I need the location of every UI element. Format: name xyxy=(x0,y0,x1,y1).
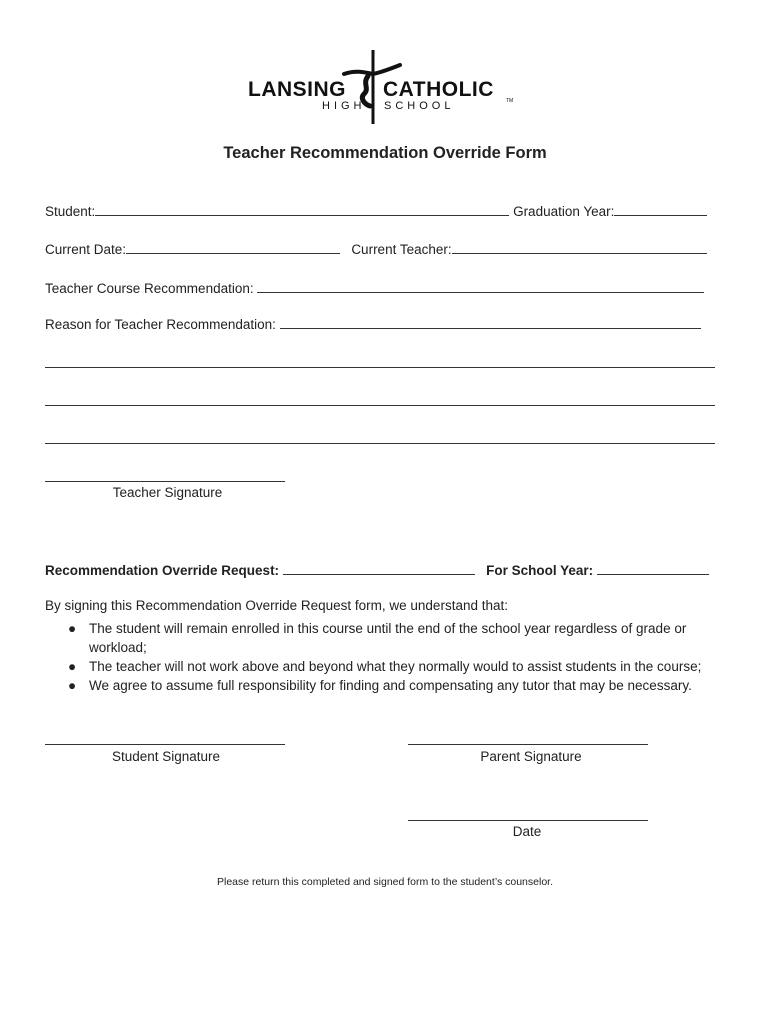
agreement-item xyxy=(45,676,735,695)
current-teacher-field[interactable] xyxy=(452,241,707,254)
bullet-icon: ● xyxy=(68,659,77,674)
logo-sub-left: HIGH xyxy=(322,100,366,112)
agreement-item-text: The student will remain enrolled in this course until the end of the school year regardless of grade or workload; xyxy=(89,621,687,655)
current-date-field[interactable] xyxy=(126,241,340,254)
course-recommendation-field[interactable] xyxy=(257,280,704,293)
teacher-signature-line[interactable] xyxy=(45,481,285,482)
parent-signature-label: Parent Signature xyxy=(480,749,582,764)
reason-label: Reason for Teacher Recommendation: xyxy=(45,317,276,332)
student-signature-line[interactable] xyxy=(45,744,285,745)
school-year-field[interactable] xyxy=(597,562,709,575)
school-logo xyxy=(240,44,520,130)
parent-signature-line[interactable] xyxy=(408,744,648,745)
form-title: Teacher Recommendation Override Form xyxy=(223,144,547,162)
logo-sub-right: SCHOOL xyxy=(384,100,455,112)
agreement-item xyxy=(45,619,729,657)
agreement-item-text: We agree to assume full responsibility for finding and compensating any tutor that may be necessary. xyxy=(89,678,692,693)
reason-line[interactable] xyxy=(45,367,715,368)
logo-name-left: LANSING xyxy=(248,78,346,101)
footer-note: Please return this completed and signed form to the student’s counselor. xyxy=(216,876,553,888)
teacher-signature-label: Teacher Signature xyxy=(112,485,223,500)
date-signature-line[interactable] xyxy=(408,820,648,821)
student-field[interactable] xyxy=(95,203,509,216)
agreement-item-text: The teacher will not work above and beyond what they normally would to assist students in the course; xyxy=(89,659,702,674)
current-date-label: Current Date: xyxy=(45,242,127,257)
logo-name-right: CATHOLIC xyxy=(383,78,494,101)
agreement-list xyxy=(45,619,735,695)
student-signature-label: Student Signature xyxy=(111,749,221,764)
student-label: Student: xyxy=(45,204,96,219)
bullet-icon: ● xyxy=(68,621,77,636)
graduation-year-label: Graduation Year: xyxy=(513,204,615,219)
graduation-year-field[interactable] xyxy=(614,203,707,216)
school-year-label: For School Year: xyxy=(486,563,594,578)
logo-trademark: TM xyxy=(506,98,514,104)
bullet-icon: ● xyxy=(68,678,77,693)
reason-field[interactable] xyxy=(280,316,701,329)
agreement-item xyxy=(45,657,735,676)
reason-line[interactable] xyxy=(45,443,715,444)
reason-line[interactable] xyxy=(45,405,715,406)
date-label: Date xyxy=(512,824,542,839)
override-request-label: Recommendation Override Request: xyxy=(45,563,280,578)
override-request-field[interactable] xyxy=(283,562,475,575)
agreement-intro: By signing this Recommendation Override Request form, we understand that: xyxy=(45,598,508,613)
current-teacher-label: Current Teacher: xyxy=(351,242,452,257)
course-recommendation-label: Teacher Course Recommendation: xyxy=(45,281,254,296)
